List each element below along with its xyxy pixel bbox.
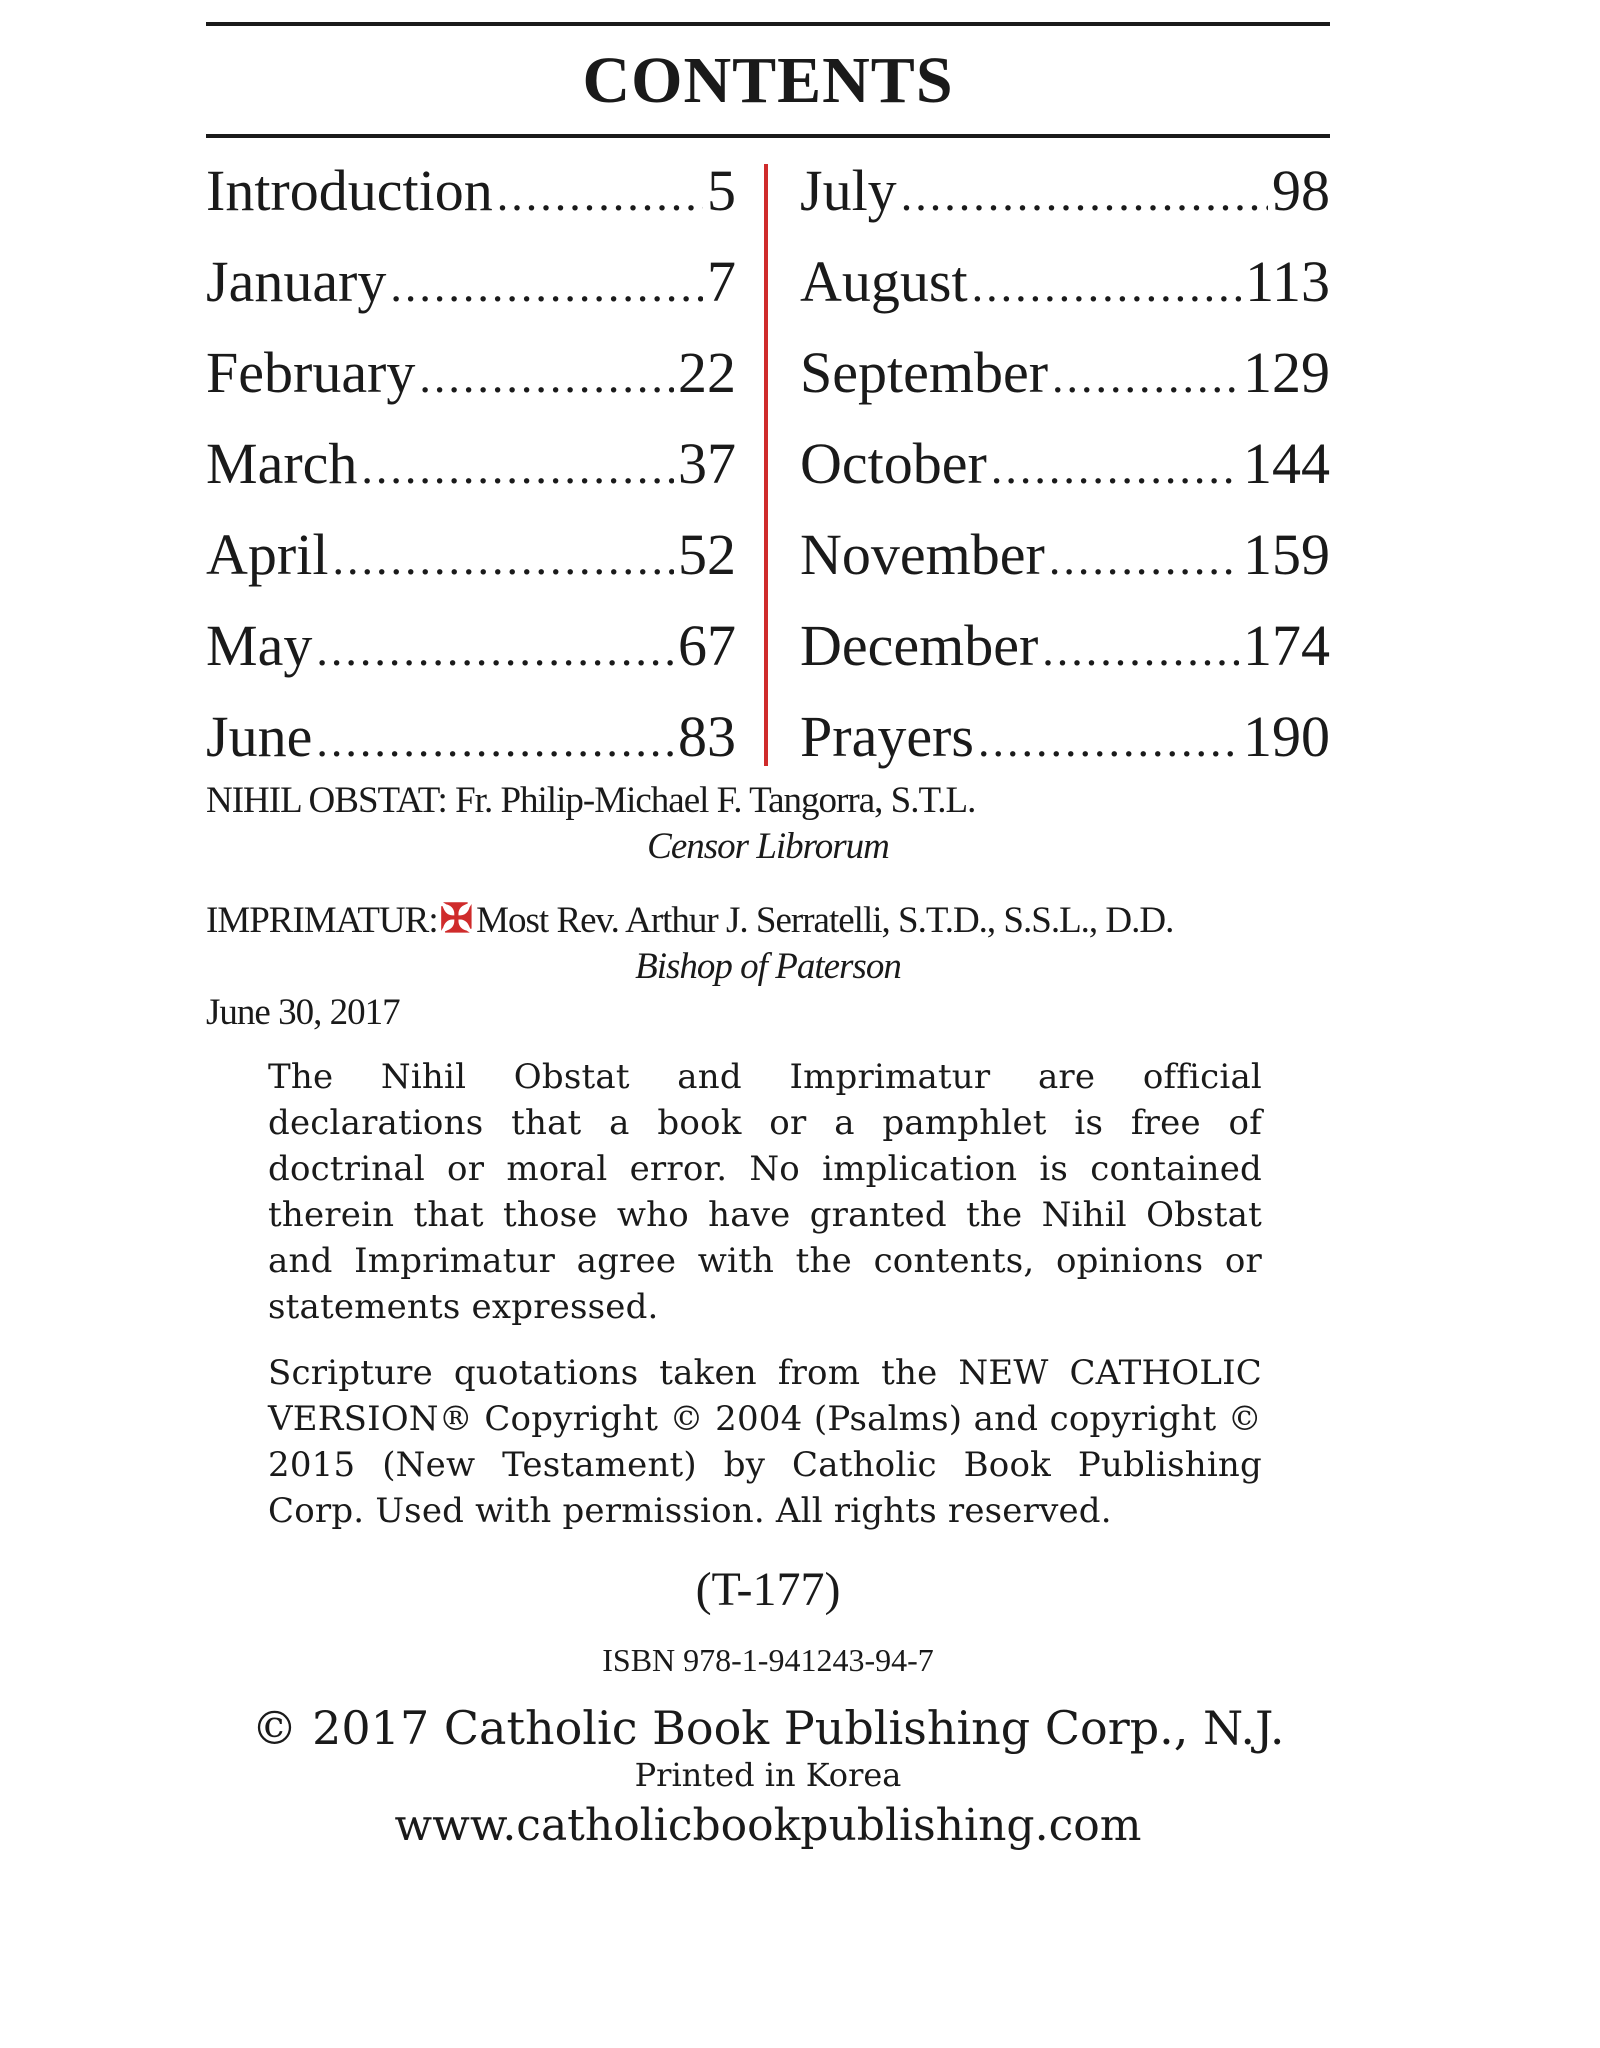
toc-leader-dots <box>361 433 674 503</box>
toc-leader-dots <box>978 706 1239 776</box>
toc-entry-label: January <box>206 249 387 314</box>
toc-entry-label: June <box>206 704 313 769</box>
toc-entry <box>206 520 736 611</box>
toc-leader-dots <box>316 615 674 685</box>
toc-entry-page: 98 <box>1272 158 1330 223</box>
cross-icon: ✠ <box>439 896 473 941</box>
printed-in-line: Printed in Korea <box>634 1756 902 1794</box>
toc-entry <box>206 338 736 429</box>
toc-entry-page: 190 <box>1243 704 1330 769</box>
toc-entry-page: 83 <box>678 704 736 769</box>
top-rule <box>206 22 1330 26</box>
toc-leader-dots <box>1042 615 1239 685</box>
toc-leader-dots <box>390 251 703 321</box>
toc-entry-page: 7 <box>707 249 736 314</box>
toc-leader-dots <box>1049 524 1239 594</box>
table-of-contents <box>206 156 1330 768</box>
copyright-line: © 2017 Catholic Book Publishing Corp., N.J. <box>251 1701 1285 1755</box>
toc-leader-dots <box>332 524 674 594</box>
censor-title: Censor Librorum <box>647 826 889 867</box>
nihil-obstat-name: Fr. Philip-Michael F. Tangorra, S.T.L. <box>455 780 976 821</box>
website-url: www.catholicbookpublishing.com <box>394 1800 1142 1851</box>
toc-entry-page: 144 <box>1243 431 1330 496</box>
toc-leader-dots <box>901 160 1268 230</box>
toc-entry-label: Introduction <box>206 158 493 223</box>
toc-entry <box>206 429 736 520</box>
toc-entry-page: 52 <box>678 522 736 587</box>
toc-entry-label: April <box>206 522 329 587</box>
toc-entry-page: 37 <box>678 431 736 496</box>
toc-entry <box>800 520 1330 611</box>
scripture-note-paragraph: Scripture quotations taken from the NEW CATHOLIC VERSION® Copyright © 2004 (Psalms) and copyright © 2015 (New Testament) by Catholic Book Publishing Corp. Used with permission. All rights reserved. <box>268 1353 1262 1531</box>
toc-entry-page: 174 <box>1243 613 1330 678</box>
imprimatur-name: Most Rev. Arthur J. Serratelli, S.T.D., S.S.L., D.D. <box>476 900 1174 941</box>
toc-entry-page: 5 <box>707 158 736 223</box>
toc-entry-label: March <box>206 431 358 496</box>
toc-leader-dots <box>1052 342 1239 412</box>
toc-entry-page: 159 <box>1243 522 1330 587</box>
toc-left-column <box>206 156 736 768</box>
toc-entry <box>800 611 1330 702</box>
toc-entry <box>800 247 1330 338</box>
isbn-number: ISBN 978-1-941243-94-7 <box>602 1642 934 1678</box>
toc-entry <box>800 702 1330 793</box>
toc-entry <box>800 156 1330 247</box>
nihil-obstat-label: NIHIL OBSTAT: <box>206 780 447 821</box>
toc-entry-page: 22 <box>678 340 736 405</box>
bishop-title: Bishop of Paterson <box>635 946 901 987</box>
toc-entry-page: 129 <box>1243 340 1330 405</box>
product-code: (T-177) <box>695 1563 841 1616</box>
toc-leader-dots <box>497 160 703 230</box>
toc-column-divider <box>764 164 768 766</box>
toc-right-column <box>800 156 1330 768</box>
approval-date: June 30, 2017 <box>206 992 400 1033</box>
page-title: CONTENTS <box>582 44 954 117</box>
toc-entry <box>800 429 1330 520</box>
toc-leader-dots <box>972 251 1242 321</box>
toc-entry-label: August <box>800 249 968 314</box>
title-rule <box>206 134 1330 138</box>
toc-entry-label: December <box>800 613 1039 678</box>
imprimatur-label: IMPRIMATUR: <box>206 900 438 941</box>
toc-entry-page: 113 <box>1245 249 1330 314</box>
toc-entry <box>206 702 736 793</box>
toc-entry <box>206 611 736 702</box>
toc-entry-label: September <box>800 340 1049 405</box>
toc-entry <box>206 156 736 247</box>
toc-entry <box>800 338 1330 429</box>
toc-entry-page: 67 <box>678 613 736 678</box>
toc-leader-dots <box>991 433 1239 503</box>
contents-page <box>206 22 1330 1854</box>
toc-entry-label: Prayers <box>800 704 974 769</box>
toc-leader-dots <box>419 342 674 412</box>
toc-leader-dots <box>316 706 674 776</box>
toc-entry-label: February <box>206 340 416 405</box>
toc-entry-label: November <box>800 522 1045 587</box>
toc-entry <box>206 247 736 338</box>
toc-entry-label: July <box>800 158 897 223</box>
toc-entry-label: May <box>206 613 313 678</box>
toc-entry-label: October <box>800 431 987 496</box>
imprimatur-line <box>206 896 1330 944</box>
disclaimer-paragraph: The Nihil Obstat and Imprimatur are official declarations that a book or a pamphlet is free of doctrinal or moral error. No implication is contained therein that those who have granted the Nihil Obstat and Imprimatur agree with the contents, opinions or statements expressed. <box>268 1057 1262 1327</box>
